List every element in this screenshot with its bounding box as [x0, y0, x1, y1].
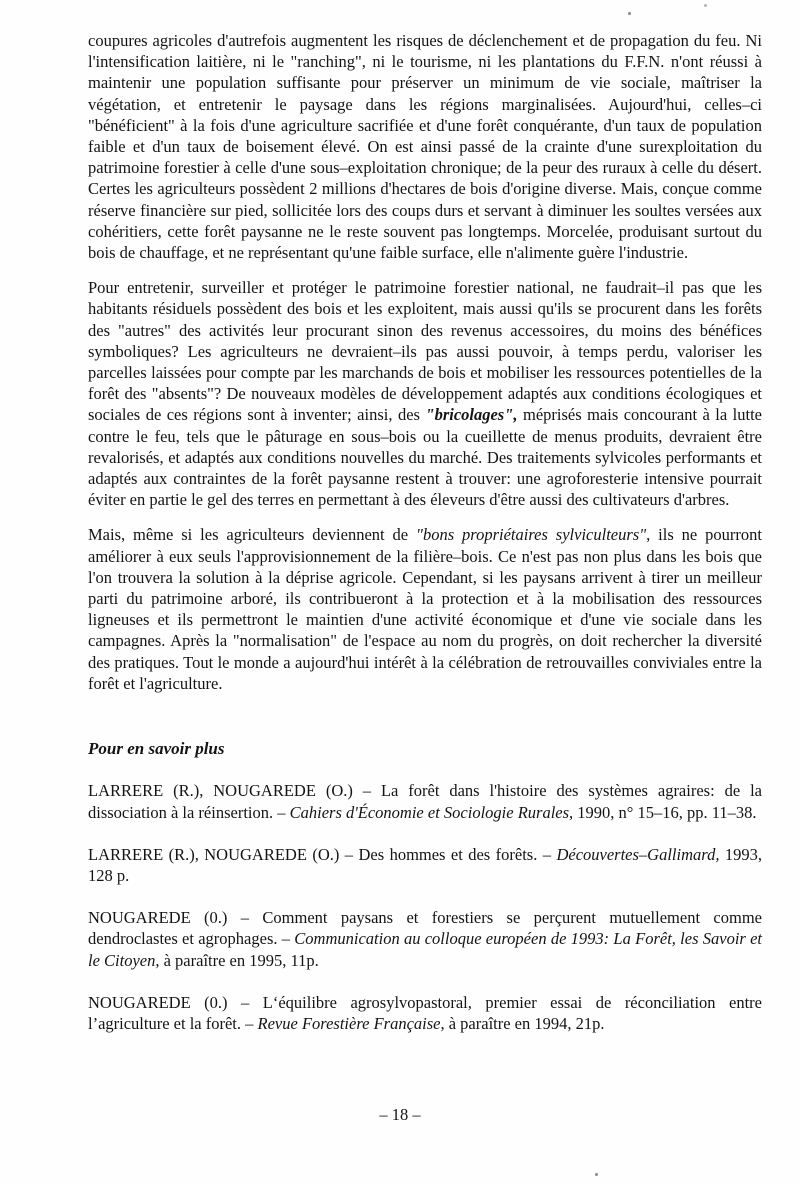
- reference-item: NOUGAREDE (0.) – L‘équilibre agrosylvopastoral, premier essai de réconciliation entre l’agriculture et la forêt. – Revue Forestière Française, à paraître en 1994, 21p.: [88, 992, 762, 1033]
- scan-artifact-dot: [704, 4, 707, 7]
- page-body-text: [88, 30, 762, 1034]
- further-reading-heading: Pour en savoir plus: [88, 739, 225, 759]
- page-number: – 18 –: [379, 1105, 421, 1124]
- scan-artifact-dot: [628, 12, 631, 15]
- scan-artifact-dot: [595, 1173, 598, 1176]
- body-paragraph: Pour entretenir, surveiller et protéger le patrimoine forestier national, ne faudrait–il pas que les habitants résiduels possèdent des bois et les exploitent, mais aussi qu'ils se procurent dans les forêts des "autres" des activités leur procurant sinon des revenus accessoires, du moins des bénéfices symboliques? Les agriculteurs ne devraient–ils pas aussi pouvoir, à temps perdu, valoriser les parcelles laissées pour compte par les marchands de bois et mobiliser les ressources potentielles de la forêt des "absents"? De nouveaux modèles de développement adaptés aux conditions écologiques et sociales de ces régions sont à inventer; ainsi, des "bricolages", méprisés mais concourant à la lutte contre le feu, tels que le pâturage en sous–bois ou la cueillette de menus produits, devraient être revalorisés, et adaptés aux conditions nouvelles du marché. Des traitements sylvicoles performants et adaptés aux contraintes de la forêt paysanne restent à trouver: une agroforesterie intensive pourrait éviter en partie le gel des terres en permettant à des éleveurs d'être aussi des cultivateurs d'arbres.: [88, 278, 762, 510]
- reference-item: NOUGAREDE (0.) – Comment paysans et forestiers se perçurent mutuellement comme dendroclastes et agrophages. – Communication au colloque européen de 1993: La Forêt, les Savoir et le Citoyen, à paraître en 1995, 11p.: [88, 908, 763, 970]
- reference-item: LARRERE (R.), NOUGAREDE (O.) – La forêt dans l'histoire des systèmes agraires: de la dissociation à la réinsertion. – Cahiers d'Économie et Sociologie Rurales, 1990, n° 15–16, pp. 11–38.: [88, 781, 762, 822]
- reference-item: LARRERE (R.), NOUGAREDE (O.) – Des hommes et des forêts. – Découvertes–Gallimard, 1993, 128 p.: [88, 844, 763, 885]
- body-paragraph: Mais, même si les agriculteurs deviennent de "bons propriétaires sylviculteurs", ils ne pourront améliorer à eux seuls l'approvisionnement de la filière–bois. Ce n'est pas non plus dans les bois que l'on trouvera la solution à la déprise agricole. Cependant, si les paysans arrivent à tirer un meilleur parti du patrimoine arboré, ils contribueront à la protection et à la mobilisation des ressources ligneuses et ils permettront le maintien d'une activité économique et d'une vie sociale dans les campagnes. Après la "normalisation" de l'espace au nom du progrès, on doit rechercher la diversité des pratiques. Tout le monde a aujourd'hui intérêt à la célébration de retrouvailles conviviales entre la forêt et l'agriculture.: [88, 525, 762, 693]
- body-paragraph: coupures agricoles d'autrefois augmentent les risques de déclenchement et de propagation du feu. Ni l'intensification laitière, ni le "ranching", ni le tourisme, ni les plantations du F.F.N. n'ont réussi à maintenir une population suffisante pour préserver un minimum de vie sociale, maîtriser la végétation, et entretenir le paysage dans les régions marginalisées. Aujourd'hui, celles–ci "bénéficient" à la fois d'une agriculture sacrifiée et d'une forêt conquérante, d'un taux de population faible et d'un taux de boisement élevé. On est ainsi passé de la crainte d'une surexploitation du patrimoine forestier à celle d'une sous–exploitation chronique; de la peur des ruraux à celle du désert. Certes les agriculteurs possèdent 2 millions d'hectares de bois d'origine diverse. Mais, conçue comme réserve financière sur pied, sollicitée lors des coups durs et servant à diminuer les soultes versées aux cohéritiers, cette forêt paysanne ne le reste souvent pas longtemps. Morcelée, produisant surtout du bois de chauffage, et ne représentant qu'une faible surface, elle n'alimente guère l'industrie.: [88, 31, 762, 263]
